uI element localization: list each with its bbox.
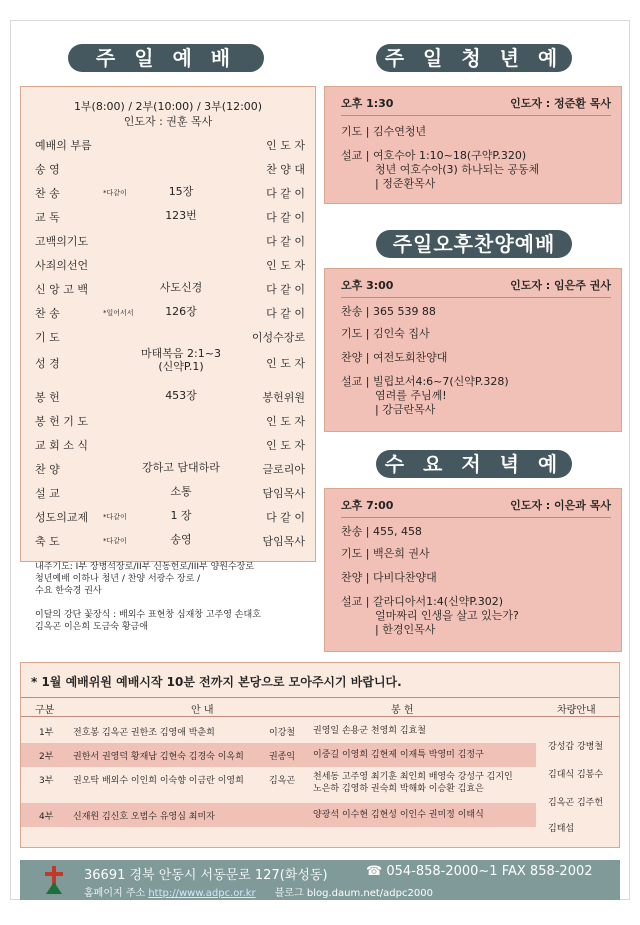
service-person: 담임목사: [262, 535, 305, 548]
service-item: 송 영: [35, 163, 60, 176]
committee-part: 3부: [39, 776, 54, 786]
youth-time-row: [341, 95, 611, 111]
service-row: [35, 209, 305, 225]
committee-row: [21, 719, 536, 743]
committee-guide: 신재원 김신호 오범수 유영심 최미자: [73, 812, 215, 822]
wednesday-sermon-title: 얼마짜리 인생을 살고 있는가?: [375, 609, 519, 622]
note-line: 내주기도: I부 장병석장로/II부 신동헌로/III부 양원수장로: [35, 562, 255, 572]
committee-guide: 권오탁 배외수 이인희 이숙향 이금란 이영희: [73, 776, 244, 786]
committee-offering: 천세동 고주영 최기훈 최인희 배영숙 강성구 김지인 노은하 김영하 권숙희 박해화 이승환 김효은: [313, 772, 513, 794]
service-item: 고백의기도: [35, 235, 89, 248]
sunday-notes: [35, 561, 261, 633]
service-row: [35, 281, 305, 297]
service-item: 찬 양: [35, 463, 60, 476]
parking-name: 김태섭: [548, 824, 575, 834]
committee-header: [21, 697, 619, 717]
header-parking: 차량안내: [557, 705, 596, 716]
committee-row: [21, 767, 536, 803]
committee-title: * 1월 예배위원 예배시작 10분 전까지 본당으로 모아주시기 바랍니다.: [31, 675, 402, 689]
service-person: 다 같 이: [266, 283, 305, 296]
service-detail: 1 장: [170, 509, 192, 522]
header-offering: 봉 헌: [391, 705, 414, 716]
service-row: [35, 329, 305, 345]
service-row: [35, 413, 305, 429]
wednesday-sermon: 설교 | 갈라디아서1:4(신약P.302): [341, 595, 504, 608]
afternoon-worship-box: [324, 268, 622, 432]
service-row: [35, 305, 305, 321]
sunday-worship-title: 주 일 예 배: [68, 44, 264, 72]
service-person: 다 같 이: [266, 187, 305, 200]
service-row: [35, 257, 305, 273]
divider: [341, 297, 611, 298]
service-detail: 마태복음 2:1~3 (신약P.1): [141, 347, 221, 373]
service-row: [35, 437, 305, 453]
service-person: 이성수장로: [251, 331, 305, 344]
wednesday-prayer: 기도 | 백은희 권사: [341, 547, 430, 560]
service-detail: 강하고 담대하라: [142, 461, 220, 474]
service-item: 예배의 부름: [35, 139, 92, 152]
committee-part: 2부: [39, 752, 54, 762]
service-row: [35, 185, 305, 201]
committee-offering: 양광석 이수현 김현성 이인수 권미정 이태식: [313, 810, 484, 820]
service-person: 담임목사: [262, 487, 305, 500]
service-row: [35, 389, 305, 405]
homepage-label: 홈페이지 주소: [84, 888, 146, 899]
parking-name: 강성갑 강병철: [548, 742, 604, 752]
committee-part: 1부: [39, 728, 54, 738]
service-row: [35, 347, 305, 373]
service-row: [35, 233, 305, 249]
service-person: 다 같 이: [266, 511, 305, 524]
wednesday-leader: 인도자 : 이은과 목사: [510, 499, 611, 512]
afternoon-time: 오후 3:00: [341, 279, 394, 292]
note-line: 청년예배 이하나 청년 / 찬양 서광수 장로 /: [35, 574, 201, 584]
footer: [20, 860, 620, 900]
afternoon-leader: 인도자 : 임은주 권사: [510, 279, 611, 292]
service-person: 다 같 이: [266, 235, 305, 248]
blog-address[interactable]: 블로그 blog.daum.net/adpc2000: [274, 888, 433, 899]
service-person: 글로리아: [262, 463, 305, 476]
parking-name: 김대식 김봉수: [548, 770, 604, 780]
service-detail: 15장: [168, 185, 194, 198]
header-part: 구분: [35, 705, 55, 716]
service-item: 신 앙 고 백: [35, 283, 88, 296]
service-row: [35, 485, 305, 501]
service-detail: 453장: [165, 389, 197, 402]
afternoon-hymn: 찬송 | 365 539 88: [341, 305, 436, 318]
youth-time: 오후 1:30: [341, 97, 394, 110]
service-item: 찬 송: [35, 187, 60, 200]
service-row: [35, 509, 305, 525]
service-detail: 사도신경: [159, 281, 203, 294]
afternoon-praise: 찬양 | 여전도회찬양대: [341, 351, 448, 364]
committee-guide: 전호봉 김옥곤 권한조 김영애 박춘희: [73, 728, 215, 738]
youth-sermon-title: 청년 여호수아(3) 하나되는 공동체: [375, 163, 540, 176]
wednesday-praise: 찬양 | 다비다찬양대: [341, 571, 437, 584]
wednesday-worship-title: 수 요 저 녁 예: [376, 450, 572, 478]
committee-offering: 권영일 손용군 천영희 김효철: [313, 726, 426, 736]
note-line: 수요 한숙경 권사: [35, 586, 102, 596]
youth-prayer: 기도 | 김수연청년: [341, 125, 427, 138]
service-item: 사죄의선언: [35, 259, 89, 272]
homepage-link[interactable]: http://www.adpc.or.kr: [148, 888, 256, 899]
committee-guide-extra: 권종익: [269, 752, 296, 762]
church-phone: ☎ 054-858-2000~1 FAX 858-2002: [366, 864, 593, 879]
youth-worship-title: 주 일 청 년 예: [376, 44, 572, 72]
service-note: *다같이: [103, 537, 127, 545]
service-row: [35, 533, 305, 549]
divider: [341, 517, 611, 518]
afternoon-sermon: 설교 | 빌립보서4:6~7(신약P.328): [341, 375, 509, 388]
afternoon-worship-title: 주일오후찬양예배: [376, 230, 572, 258]
service-item: 기 도: [35, 331, 60, 344]
afternoon-sermon-title: 염려를 주님께!: [375, 389, 447, 402]
wednesday-hymn: 찬송 | 455, 458: [341, 525, 422, 538]
committee-box: [20, 662, 620, 848]
service-item: 성도의교제: [35, 511, 89, 524]
service-row: [35, 137, 305, 153]
service-item: 봉 헌 기 도: [35, 415, 88, 428]
committee-guide: 권한서 권영덕 황재남 김현숙 김경숙 이옥희: [73, 752, 244, 762]
service-note: *다같이: [103, 189, 127, 197]
committee-part: 4부: [39, 812, 54, 822]
committee-guide-extra: 이강철: [269, 728, 296, 738]
youth-sermon: 설교 | 여호수아 1:10~18(구약P.320): [341, 149, 527, 162]
service-item: 설 교: [35, 487, 60, 500]
youth-sermon-preacher: | 정준환목사: [375, 177, 436, 190]
note-line: 이달의 강단 꽃장식 : 배외수 표현창 심재창 고주영 손대호: [35, 610, 261, 620]
youth-leader: 인도자 : 정준환 목사: [510, 97, 611, 110]
church-address: 36691 경북 안동시 서동문로 127(화성동): [84, 868, 328, 883]
service-person: 인 도 자: [266, 259, 305, 272]
note-line: 김옥곤 이은희 도금숙 황금애: [35, 622, 148, 632]
committee-offering: 이중길 이영희 김현제 이재특 박영미 김정구: [313, 750, 484, 760]
service-note: *다같이: [103, 513, 127, 521]
service-item: 찬 송: [35, 307, 60, 320]
service-detail: 송영: [170, 533, 192, 546]
service-person: 인 도 자: [266, 415, 305, 428]
afternoon-prayer: 기도 | 김인숙 집사: [341, 327, 430, 340]
header-guide: 안 내: [191, 705, 214, 716]
service-person: 봉헌위원: [262, 391, 305, 404]
church-cross-icon: [42, 864, 66, 896]
afternoon-sermon-preacher: | 강금란목사: [375, 403, 436, 416]
note-line: [35, 597, 261, 609]
service-item: 봉 헌: [35, 391, 60, 404]
service-person: 찬 양 대: [266, 163, 305, 176]
service-item: 성 경: [35, 357, 60, 370]
parking-name: 김옥곤 김주헌: [548, 798, 604, 808]
service-item: 교 회 소 식: [35, 439, 88, 452]
committee-row: [21, 803, 536, 827]
committee-row: [21, 743, 536, 767]
afternoon-time-row: [341, 277, 611, 293]
service-person: 다 같 이: [266, 307, 305, 320]
service-detail: 123번: [165, 209, 197, 222]
wednesday-sermon-preacher: | 한경인목사: [375, 623, 436, 636]
wednesday-worship-box: [324, 488, 622, 652]
service-detail: 126장: [165, 305, 197, 318]
youth-worship-box: [324, 86, 622, 204]
service-person: 인 도 자: [266, 139, 305, 152]
sunday-leader: 인도자 : 권훈 목사: [123, 115, 213, 128]
service-note: *일어서서: [103, 309, 134, 317]
committee-guide-extra: 김옥곤: [269, 776, 296, 786]
service-person: 인 도 자: [266, 357, 305, 370]
sunday-worship-box: [20, 86, 316, 632]
wednesday-time: 오후 7:00: [341, 499, 394, 512]
wednesday-time-row: [341, 497, 611, 513]
service-row: [35, 461, 305, 477]
service-person: 다 같 이: [266, 211, 305, 224]
sunday-times: 1부(8:00) / 2부(10:00) / 3부(12:00): [73, 100, 263, 113]
service-item: 축 도: [35, 535, 60, 548]
divider: [341, 115, 611, 116]
service-row: [35, 161, 305, 177]
service-item: 교 독: [35, 211, 60, 224]
service-person: 인 도 자: [266, 439, 305, 452]
homepage-line: [84, 884, 433, 899]
service-detail: 소통: [170, 485, 192, 498]
